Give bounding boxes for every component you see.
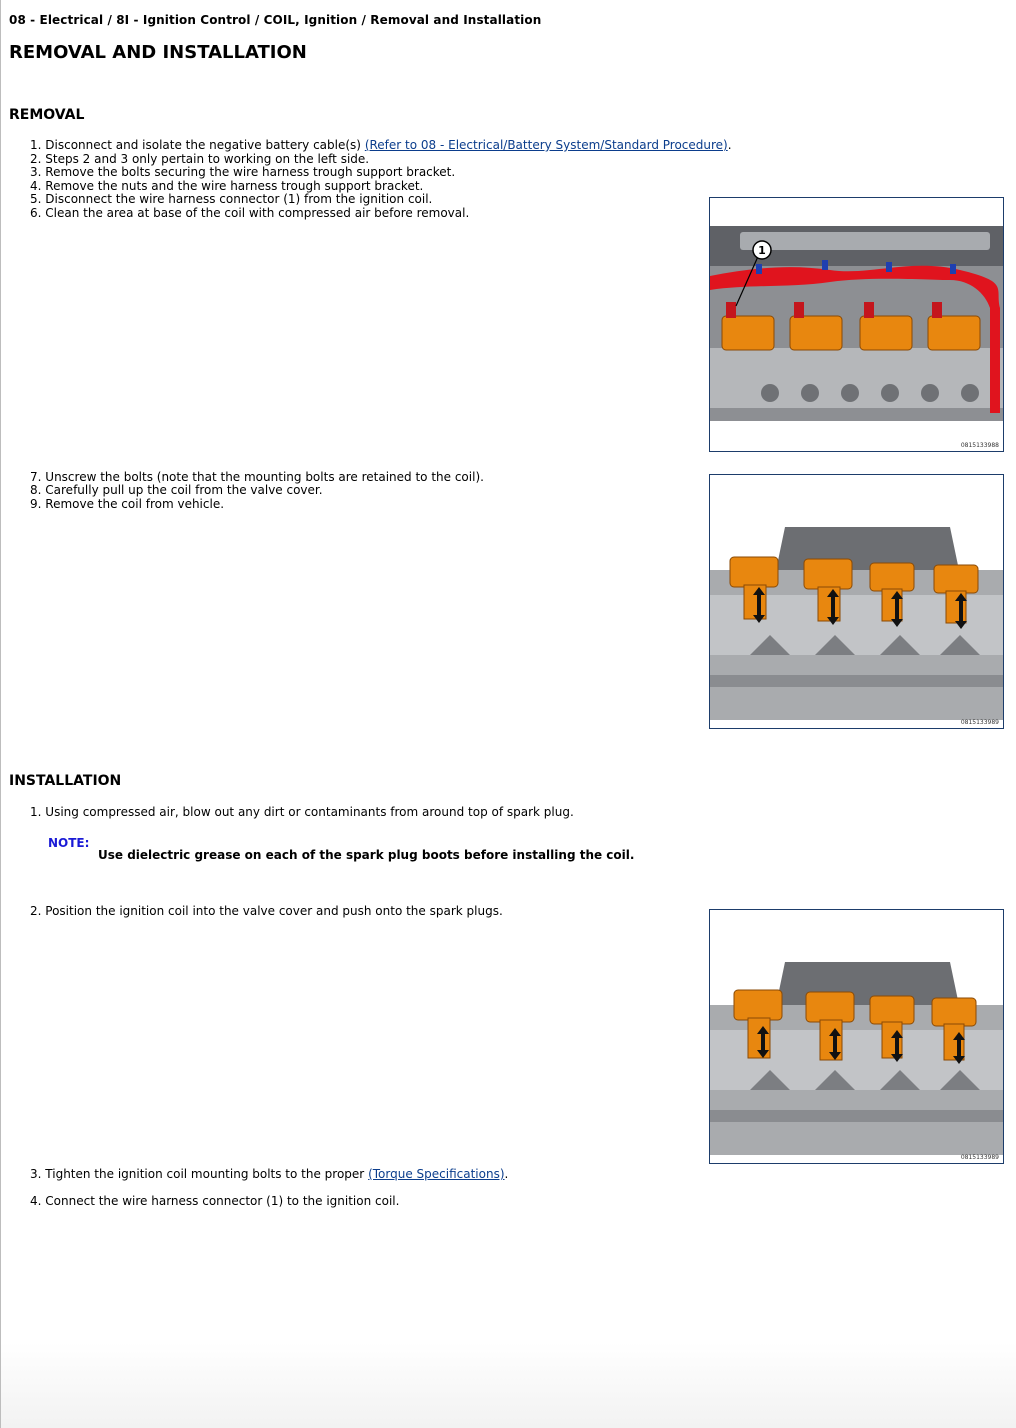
removal-step-5: 5. Disconnect the wire harness connector (1) from the ignition coil. (30, 192, 433, 206)
installation-heading: INSTALLATION (9, 773, 122, 789)
callout-1-label: 1 (758, 244, 766, 257)
removal-heading: REMOVAL (9, 107, 85, 123)
installation-step-4: 4. Connect the wire harness connector (1) to the ignition coil. (30, 1194, 400, 1208)
coil-installation-illustration (710, 910, 1003, 1163)
removal-step-9: 9. Remove the coil from vehicle. (30, 497, 225, 511)
removal-step-8: 8. Carefully pull up the coil from the valve cover. (30, 483, 323, 497)
note-label: NOTE: (48, 836, 90, 850)
removal-step-2: 2. Steps 2 and 3 only pertain to working on the left side. (30, 152, 370, 166)
removal-step-3: 3. Remove the bolts securing the wire harness trough support bracket. (30, 165, 456, 179)
figure-code: 0815133989 (960, 1154, 999, 1161)
removal-step-6: 6. Clean the area at base of the coil with compressed air before removal. (30, 206, 470, 220)
installation-step-3: 3. Tighten the ignition coil mounting bolts to the proper (Torque Specifications). (30, 1167, 509, 1181)
figure-harness-connector (709, 197, 1004, 452)
note-text: Use dielectric grease on each of the spark plug boots before installing the coil. (98, 848, 635, 862)
installation-step-1: 1. Using compressed air, blow out any dirt or contaminants from around top of spark plug. (30, 805, 574, 819)
engine-harness-illustration (710, 198, 1003, 451)
installation-step-2: 2. Position the ignition coil into the valve cover and push onto the spark plugs. (30, 904, 503, 918)
figure-code: 0815133989 (960, 719, 999, 726)
breadcrumb: 08 - Electrical / 8I - Ignition Control / COIL, Ignition / Removal and Installation (9, 13, 542, 27)
torque-specifications-link[interactable]: (Torque Specifications) (368, 1167, 505, 1181)
coil-removal-illustration (710, 475, 1003, 728)
figure-code: 0815133988 (960, 442, 999, 449)
figure-coil-removal (709, 474, 1004, 729)
battery-procedure-link[interactable]: (Refer to 08 - Electrical/Battery System/Standard Procedure) (364, 138, 728, 152)
left-border (0, 0, 1, 1428)
page-title: REMOVAL AND INSTALLATION (9, 42, 307, 63)
removal-step-7: 7. Unscrew the bolts (note that the mounting bolts are retained to the coil). (30, 470, 484, 484)
removal-step-1: 1. Disconnect and isolate the negative battery cable(s) (Refer to 08 - Electrical/Battery System/Standard Procedure). (30, 138, 732, 152)
removal-step-4: 4. Remove the nuts and the wire harness trough support bracket. (30, 179, 424, 193)
figure-coil-installation (709, 909, 1004, 1164)
